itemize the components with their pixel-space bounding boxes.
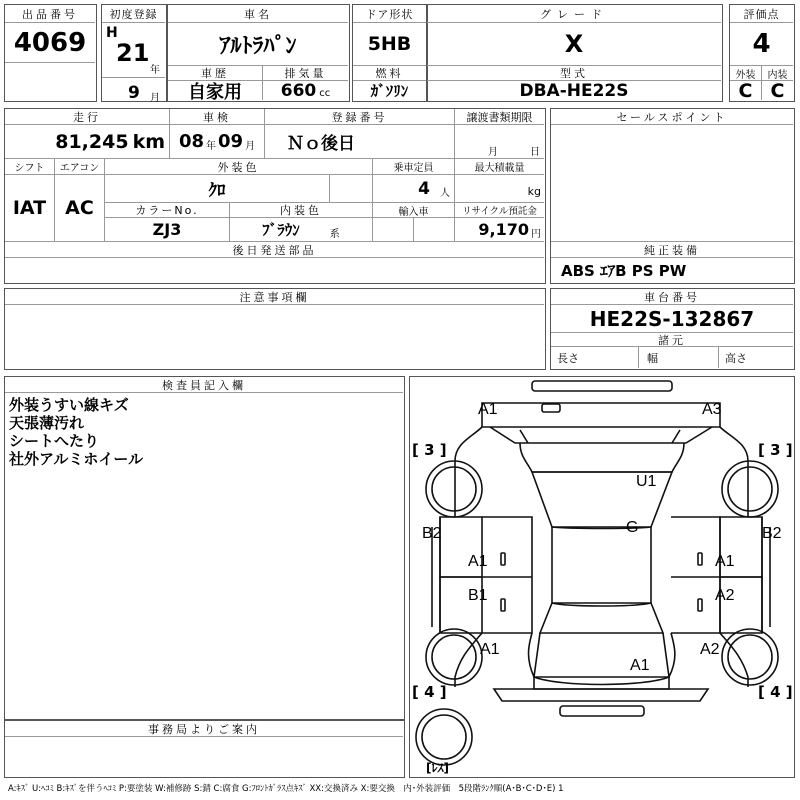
model-value: DBA-HE22S: [519, 81, 629, 100]
regno-label: 登録番号: [265, 109, 455, 125]
damage-diagram-box: [409, 376, 795, 778]
import-label: 輸入車: [373, 203, 455, 218]
shift-value: IAT: [5, 175, 55, 242]
damage-front-right: A3: [702, 401, 722, 418]
score-box: [729, 4, 795, 102]
damage-left-front-door: A1: [468, 553, 488, 570]
grade-value: X: [427, 23, 721, 66]
damage-left-rear-quarter: A1: [480, 641, 500, 658]
score-value: 4: [730, 23, 793, 66]
mileage-label: 走行: [5, 109, 170, 125]
spec-box: [4, 108, 546, 284]
chassis-label: 車台番号: [551, 289, 793, 305]
insp-year: 08: [178, 131, 204, 152]
width-label: 幅: [647, 351, 658, 365]
recycle-value: [455, 218, 544, 242]
reg-year: 21: [116, 39, 150, 67]
int-grade: C: [770, 81, 785, 100]
grade-box: [426, 4, 723, 102]
color-label: 外装色: [105, 159, 373, 175]
note-line: シートへたり: [9, 432, 100, 450]
mileage-unit: km: [132, 130, 165, 153]
mileage-value: [5, 125, 170, 159]
damage-right-rear-door: A2: [715, 587, 735, 604]
sales-point-box: [550, 108, 795, 284]
insp-month: 09: [218, 131, 244, 152]
damage-right-rear-quarter: A2: [700, 641, 720, 658]
interior-unit: 系: [329, 229, 340, 240]
tire-rear-right: [ 4 ]: [758, 683, 793, 701]
height-label: 高さ: [725, 351, 747, 365]
height-cell: [719, 347, 793, 368]
width-cell: [639, 347, 719, 368]
recycle-unit: 円: [531, 229, 541, 240]
ext-grade: C: [730, 81, 762, 100]
inspection-label: 車検: [170, 109, 265, 125]
ext-label: 外装: [730, 66, 762, 81]
regno-value: Ｎｏ後日: [265, 125, 455, 159]
displacement-label: 排気量: [263, 66, 348, 81]
interior-color-value: [230, 218, 373, 242]
damage-roof: U1: [636, 473, 657, 490]
car-name: ｱﾙﾄﾗﾊﾟﾝ: [168, 23, 348, 66]
insp-year-unit: 年: [206, 141, 216, 152]
transfer-value: [455, 125, 544, 159]
first-reg-label: 初度登録: [102, 5, 165, 23]
capacity-unit: 人: [440, 188, 450, 199]
car-box: [167, 4, 350, 102]
transfer-day: 日: [530, 147, 540, 158]
load-value: [455, 175, 544, 203]
car-outline-diagram: [410, 377, 793, 776]
door-value: 5HB: [353, 23, 426, 66]
first-registration-box: [101, 4, 167, 102]
sales-point-label: セールスポイント: [551, 109, 793, 125]
office-label: 事務局よりご案内: [5, 721, 403, 737]
insp-month-unit: 月: [245, 141, 256, 152]
displacement-number: 660: [280, 81, 317, 100]
damage-windshield: G: [626, 519, 639, 536]
damage-right-side: B2: [762, 525, 782, 542]
era-mark: H: [106, 25, 118, 41]
tire-front-left: [ 3 ]: [412, 441, 447, 459]
load-unit: kg: [527, 185, 541, 198]
note-line: 天張薄汚れ: [9, 414, 85, 432]
color-no-label: カラーNo.: [105, 203, 230, 218]
spare-tire: [ﾚｽ]: [426, 761, 449, 775]
color-extra: [330, 175, 373, 203]
score-label: 評価点: [730, 5, 793, 23]
caution-label: 注意事項欄: [5, 289, 544, 305]
inspector-notes: [9, 396, 143, 468]
ac-label: エアコン: [55, 159, 105, 175]
import-value-a: [373, 218, 414, 242]
displacement-unit: cc: [319, 87, 331, 99]
caution-box: [4, 288, 546, 370]
recycle-number: 9,170: [478, 220, 529, 239]
month-unit: 月: [150, 93, 160, 104]
later-parts-label: 後日発送部品: [5, 242, 544, 258]
door-fuel-box: [352, 4, 428, 102]
int-label: 内装: [762, 66, 793, 81]
lot-box: [4, 4, 97, 102]
note-line: 外装うすい線キズ: [9, 396, 129, 414]
damage-rear: A1: [630, 657, 650, 674]
chassis-box: [550, 288, 795, 370]
interior-color-text: ﾌﾞﾗｳﾝ: [262, 221, 300, 239]
equipment-label: 純正装備: [551, 242, 793, 258]
load-label: 最大積載量: [455, 159, 544, 175]
interior-color-label: 内装色: [230, 203, 373, 218]
year-unit: 年: [150, 65, 160, 76]
fuel-value: ｶﾞｿﾘﾝ: [370, 82, 409, 100]
recycle-label: リサイクル預託金: [455, 203, 544, 218]
capacity-label: 乗車定員: [373, 159, 455, 175]
length-cell: [551, 347, 639, 368]
color-value: ｸﾛ: [105, 175, 330, 203]
car-name-label: 車名: [168, 5, 348, 23]
transfer-label: 譲渡書類期限: [455, 109, 544, 125]
capacity-value: [373, 175, 455, 203]
ac-value: AC: [55, 175, 105, 242]
transfer-month: 月: [488, 147, 498, 158]
note-line: 社外アルミホイール: [9, 450, 144, 468]
equipment-value: ABS ｴｱB PS PW: [561, 261, 687, 280]
inspector-box: [4, 376, 405, 720]
damage-front-left: A1: [478, 401, 498, 418]
length-label: 長さ: [557, 351, 579, 365]
damage-right-front-door: A1: [715, 553, 735, 570]
office-box: [4, 720, 405, 778]
history-label: 車歴: [168, 66, 263, 81]
capacity-number: 4: [418, 178, 430, 199]
color-no-value: ZJ3: [105, 218, 230, 242]
grade-label: グレード: [427, 5, 721, 23]
lot-label: 出品番号: [5, 5, 95, 23]
history-value: 自家用: [168, 81, 263, 100]
fuel-label: 燃料: [353, 66, 426, 81]
damage-left-side: B2: [422, 525, 442, 542]
sales-point-value: [551, 125, 793, 242]
import-value-b: [414, 218, 455, 242]
shift-label: シフト: [5, 159, 55, 175]
lot-number: 4069: [5, 23, 95, 63]
inspection-value: [170, 125, 265, 159]
legend-line: A:ｷｽﾞ U:ﾍｺﾐ B:ｷｽﾞを伴うﾍｺﾐ P:要塗装 W:補修跡 S:錆 C:腐食 G:ﾌﾛﾝﾄｶﾞﾗｽ点ｷｽﾞ XX:交換済み X:要交換 内･外装評価 5段階ﾗﾝｸ順(A･B･C･D･E) 1: [8, 784, 564, 794]
door-label: ドア形状: [353, 5, 426, 23]
tire-front-right: [ 3 ]: [758, 441, 793, 459]
later-parts-value: [5, 258, 544, 282]
mileage-number: 81,245: [55, 130, 129, 153]
inspector-label: 検査員記入欄: [5, 377, 403, 393]
dims-label: 諸元: [551, 333, 793, 347]
damage-left-rear-door: B1: [468, 587, 488, 604]
model-label: 型式: [427, 66, 721, 81]
reg-month: 9: [128, 83, 140, 103]
tire-rear-left: [ 4 ]: [412, 683, 447, 701]
chassis-value: HE22S-132867: [551, 305, 793, 333]
displacement-value: [263, 81, 348, 100]
